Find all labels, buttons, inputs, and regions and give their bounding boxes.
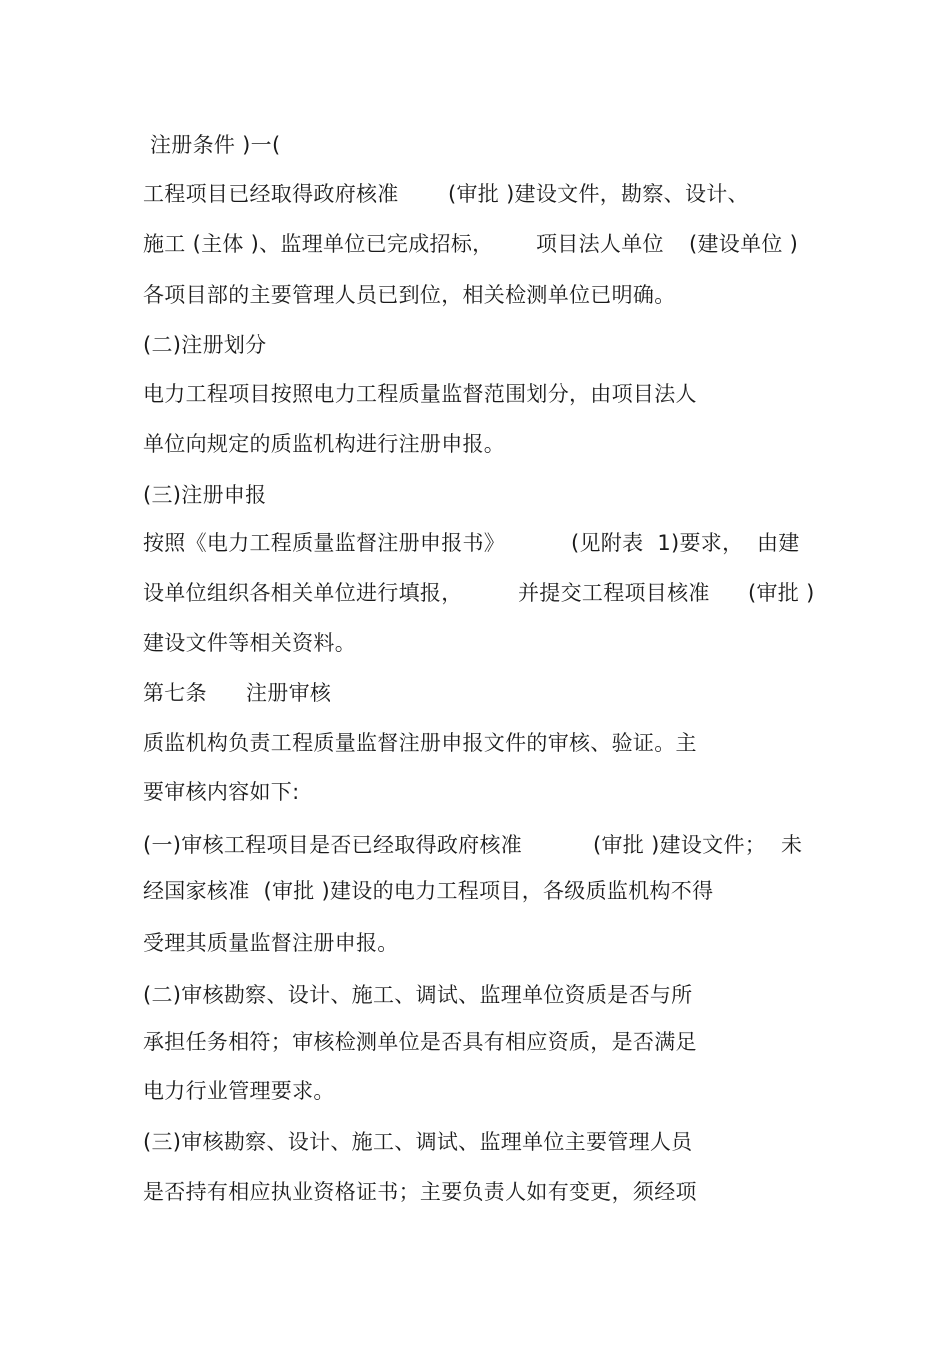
text-segment: (见附表 1)要求， [571,531,744,555]
text-segment: 注册审核 [246,681,332,705]
text-segment: (二)注册划分 [143,333,267,357]
text-segment: 质监机构负责工程质量监督注册申报文件的审核、验证。主 [143,731,697,755]
paragraph-line [143,1178,697,1262]
text-segment: 并提交工程项目核准 [518,581,710,605]
text-segment: 电力行业管理要求。 [143,1079,335,1103]
text-segment: (二)审核勘察、设计、施工、调试、监理单位资质是否与所 [143,983,693,1007]
text-segment: 按照《电力工程质量监督注册申报书》 [143,531,506,555]
text-segment: (审批 )建设文件，勘察、设计、 [448,182,749,206]
text-segment: (建设单位 ) [689,232,799,256]
text-segment: 未 [781,833,803,857]
text-segment: 承担任务相符；审核检测单位是否具有相应资质，是否满足 [143,1030,697,1054]
text-segment: 工程项目已经取得政府核准 [143,182,399,206]
text-segment: (审批 )建设文件； [593,833,767,857]
text-segment: 注册条件 )一( [143,133,281,157]
text-segment: 设单位组织各相关单位进行填报， [143,581,463,605]
text-segment: 第七条 [143,681,207,705]
text-segment: 建设文件等相关资料。 [143,631,356,655]
text-segment: (三)审核勘察、设计、施工、调试、监理单位主要管理人员 [143,1130,693,1154]
text-segment: 单位向规定的质监机构进行注册申报。 [143,432,506,456]
text-segment: 施工 (主体 )、监理单位已完成招标， [143,232,494,256]
text-segment: (三)注册申报 [143,483,267,507]
text-segment: 受理其质量监督注册申报。 [143,931,399,955]
text-segment: 电力工程项目按照电力工程质量监督范围划分，由项目法人 [143,382,697,406]
text-segment: 经国家核准 (审批 )建设的电力工程项目，各级质监机构不得 [143,879,714,903]
text-segment: 各项目部的主要管理人员已到位，相关检测单位已明确。 [143,283,676,307]
text-segment: (审批 ) [748,581,815,605]
text-segment: 由建 [757,531,800,555]
text-segment: 要审核内容如下: [143,780,300,804]
text-segment: 项目法人单位 [536,232,664,256]
text-segment: 是否持有相应执业资格证书；主要负责人如有变更，须经项 [143,1180,697,1204]
text-segment: (一)审核工程项目是否已经取得政府核准 [143,833,523,857]
